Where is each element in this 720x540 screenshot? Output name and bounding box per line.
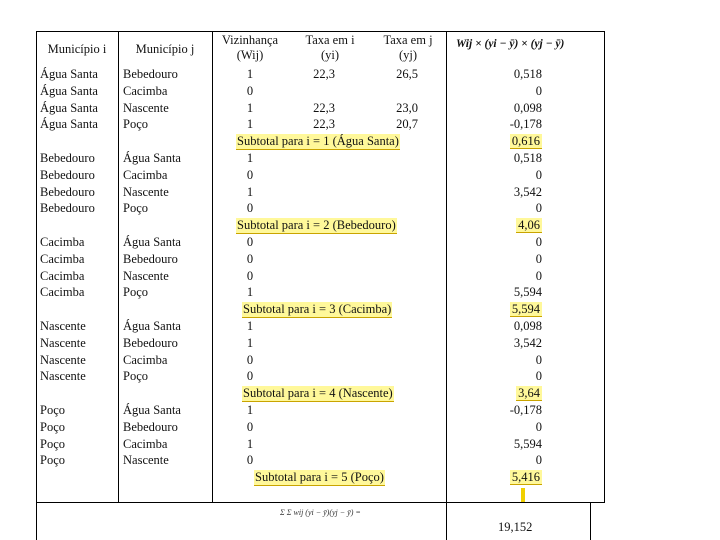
subtotal-label: Subtotal para i = 2 (Bebedouro) — [237, 218, 396, 233]
cell-result: 0 — [535, 251, 542, 266]
header-taxa-j: Taxa em j (yj) — [383, 33, 433, 62]
subtotal-value: 5,594 — [511, 302, 540, 317]
cell-municipio-j: Bebedouro — [123, 419, 178, 434]
cell-municipio-i: Cacimba — [40, 285, 85, 300]
cell-municipio-i: Nascente — [40, 369, 86, 384]
cell-municipio-j: Nascente — [123, 184, 169, 199]
cell-municipio-i: Cacimba — [40, 235, 85, 249]
cell-municipio-i: Água Santa — [40, 83, 98, 98]
cell-result: 0 — [535, 201, 542, 216]
cell-result: 3,542 — [513, 335, 542, 350]
cell-municipio-j: Poço — [123, 117, 148, 132]
cell-taxa-i: 22,3 — [313, 117, 335, 132]
cell-municipio-j: Água Santa — [123, 403, 181, 417]
cell-taxa-i: 22,3 — [313, 67, 335, 81]
cell-vizinhanca: 1 — [246, 319, 254, 333]
cell-municipio-i: Poço — [40, 453, 65, 468]
cell-taxa-i: 22,3 — [313, 100, 335, 115]
cell-result: 0 — [535, 369, 542, 384]
cell-municipio-j: Bebedouro — [123, 251, 178, 266]
cell-vizinhanca: 0 — [246, 167, 254, 182]
cell-municipio-i: Poço — [40, 403, 65, 417]
cell-result: 0,518 — [513, 67, 542, 81]
cell-municipio-i: Bebedouro — [40, 151, 95, 165]
cell-vizinhanca: 0 — [246, 251, 254, 266]
header-taxa-i: Taxa em i (yi) — [305, 33, 355, 62]
cell-vizinhanca: 1 — [246, 184, 254, 199]
cell-municipio-i: Cacimba — [40, 251, 85, 266]
cell-result: 3,542 — [513, 184, 542, 199]
subtotal-value: 3,64 — [518, 386, 540, 401]
subtotal-value: 5,416 — [511, 470, 540, 485]
cell-vizinhanca: 1 — [246, 67, 254, 81]
cell-vizinhanca: 0 — [246, 268, 254, 283]
cell-result: 0 — [535, 453, 542, 468]
cell-vizinhanca: 0 — [246, 352, 254, 367]
cell-vizinhanca: 1 — [246, 117, 254, 132]
cell-vizinhanca: 1 — [246, 436, 254, 451]
cell-vizinhanca: 0 — [246, 201, 254, 216]
cell-municipio-i: Água Santa — [40, 67, 98, 81]
cell-result: 5,594 — [513, 285, 542, 300]
cell-municipio-i: Nascente — [40, 352, 86, 367]
cell-municipio-j: Cacimba — [123, 352, 168, 367]
cell-vizinhanca: 1 — [246, 285, 254, 300]
cell-taxa-j: 20,7 — [396, 117, 418, 132]
subtotal-label: Subtotal para i = 5 (Poço) — [255, 470, 384, 485]
cell-municipio-j: Cacimba — [123, 83, 168, 98]
footer-formula: Σ Σ wij (yi − ȳ)(yj − ȳ) = — [280, 508, 361, 517]
header-municipio-j: Município j — [135, 42, 195, 56]
cell-result: 0 — [535, 83, 542, 98]
cell-municipio-i: Bebedouro — [40, 201, 95, 216]
header-formula: Wij × (yi − ȳ) × (yj − ȳ) — [456, 38, 565, 50]
cell-municipio-j: Cacimba — [123, 436, 168, 451]
cell-municipio-i: Cacimba — [40, 268, 85, 283]
subtotal-label: Subtotal para i = 1 (Água Santa) — [237, 134, 399, 149]
cell-municipio-i: Nascente — [40, 319, 86, 333]
header-municipio-i: Município i — [47, 42, 107, 56]
cell-municipio-j: Água Santa — [123, 235, 181, 249]
cell-result: 0,098 — [513, 100, 542, 115]
cell-municipio-j: Água Santa — [123, 151, 181, 165]
cell-subtotal-result — [452, 133, 542, 150]
cell-result: 0 — [535, 352, 542, 367]
cell-municipio-j: Poço — [123, 369, 148, 384]
cell-municipio-j: Água Santa — [123, 319, 181, 333]
cell-taxa-j: 26,5 — [396, 67, 418, 81]
cell-result: -0,178 — [509, 403, 542, 417]
cell-result: -0,178 — [509, 117, 542, 132]
cell-vizinhanca: 1 — [246, 403, 254, 417]
cell-result: 5,594 — [513, 436, 542, 451]
cell-municipio-j: Nascente — [123, 268, 169, 283]
footer-divider — [36, 502, 591, 503]
cell-municipio-i: Bebedouro — [40, 167, 95, 182]
cell-municipio-j: Bebedouro — [123, 335, 178, 350]
cell-municipio-i: Poço — [40, 419, 65, 434]
cell-vizinhanca: 0 — [246, 419, 254, 434]
subtotal-value: 4,06 — [518, 218, 540, 233]
cell-municipio-j: Poço — [123, 285, 148, 300]
cell-result: 0 — [535, 268, 542, 283]
cell-vizinhanca: 1 — [246, 100, 254, 115]
cell-municipio-i: Bebedouro — [40, 184, 95, 199]
cell-vizinhanca: 0 — [246, 369, 254, 384]
cell-municipio-i: Poço — [40, 436, 65, 451]
total-marker — [521, 488, 525, 502]
divider-col-i — [118, 31, 119, 503]
cell-result: 0,518 — [513, 151, 542, 165]
subtotal-value: 0,616 — [511, 134, 540, 149]
cell-vizinhanca: 0 — [246, 235, 254, 249]
cell-municipio-j: Nascente — [123, 100, 169, 115]
cell-subtotal-result — [452, 301, 542, 318]
cell-municipio-i: Nascente — [40, 335, 86, 350]
cell-vizinhanca: 0 — [246, 83, 254, 98]
cell-result: 0 — [535, 419, 542, 434]
cell-municipio-j: Poço — [123, 201, 148, 216]
subtotal-label: Subtotal para i = 4 (Nascente) — [243, 386, 393, 401]
cell-municipio-i: Água Santa — [40, 100, 98, 115]
cell-municipio-j: Cacimba — [123, 167, 168, 182]
footer-total: 19,152 — [498, 520, 533, 534]
cell-taxa-j: 23,0 — [396, 100, 418, 115]
footer-right-border — [590, 502, 591, 540]
cell-result: 0 — [535, 235, 542, 249]
cell-municipio-i: Água Santa — [40, 117, 98, 132]
cell-vizinhanca: 1 — [246, 151, 254, 165]
cell-result: 0 — [535, 167, 542, 182]
cell-result: 0,098 — [513, 319, 542, 333]
header-vizinhanca: Vizinhança (Wij) — [221, 33, 279, 62]
cell-subtotal-result — [452, 469, 542, 486]
cell-subtotal-result — [452, 385, 542, 402]
cell-municipio-j: Bebedouro — [123, 67, 178, 81]
cell-vizinhanca: 1 — [246, 335, 254, 350]
cell-subtotal-result — [452, 217, 542, 234]
subtotal-label: Subtotal para i = 3 (Cacimba) — [243, 302, 392, 317]
footer-left-border — [36, 502, 37, 540]
cell-municipio-j: Nascente — [123, 453, 169, 468]
divider-col-j — [212, 31, 213, 503]
cell-vizinhanca: 0 — [246, 453, 254, 468]
